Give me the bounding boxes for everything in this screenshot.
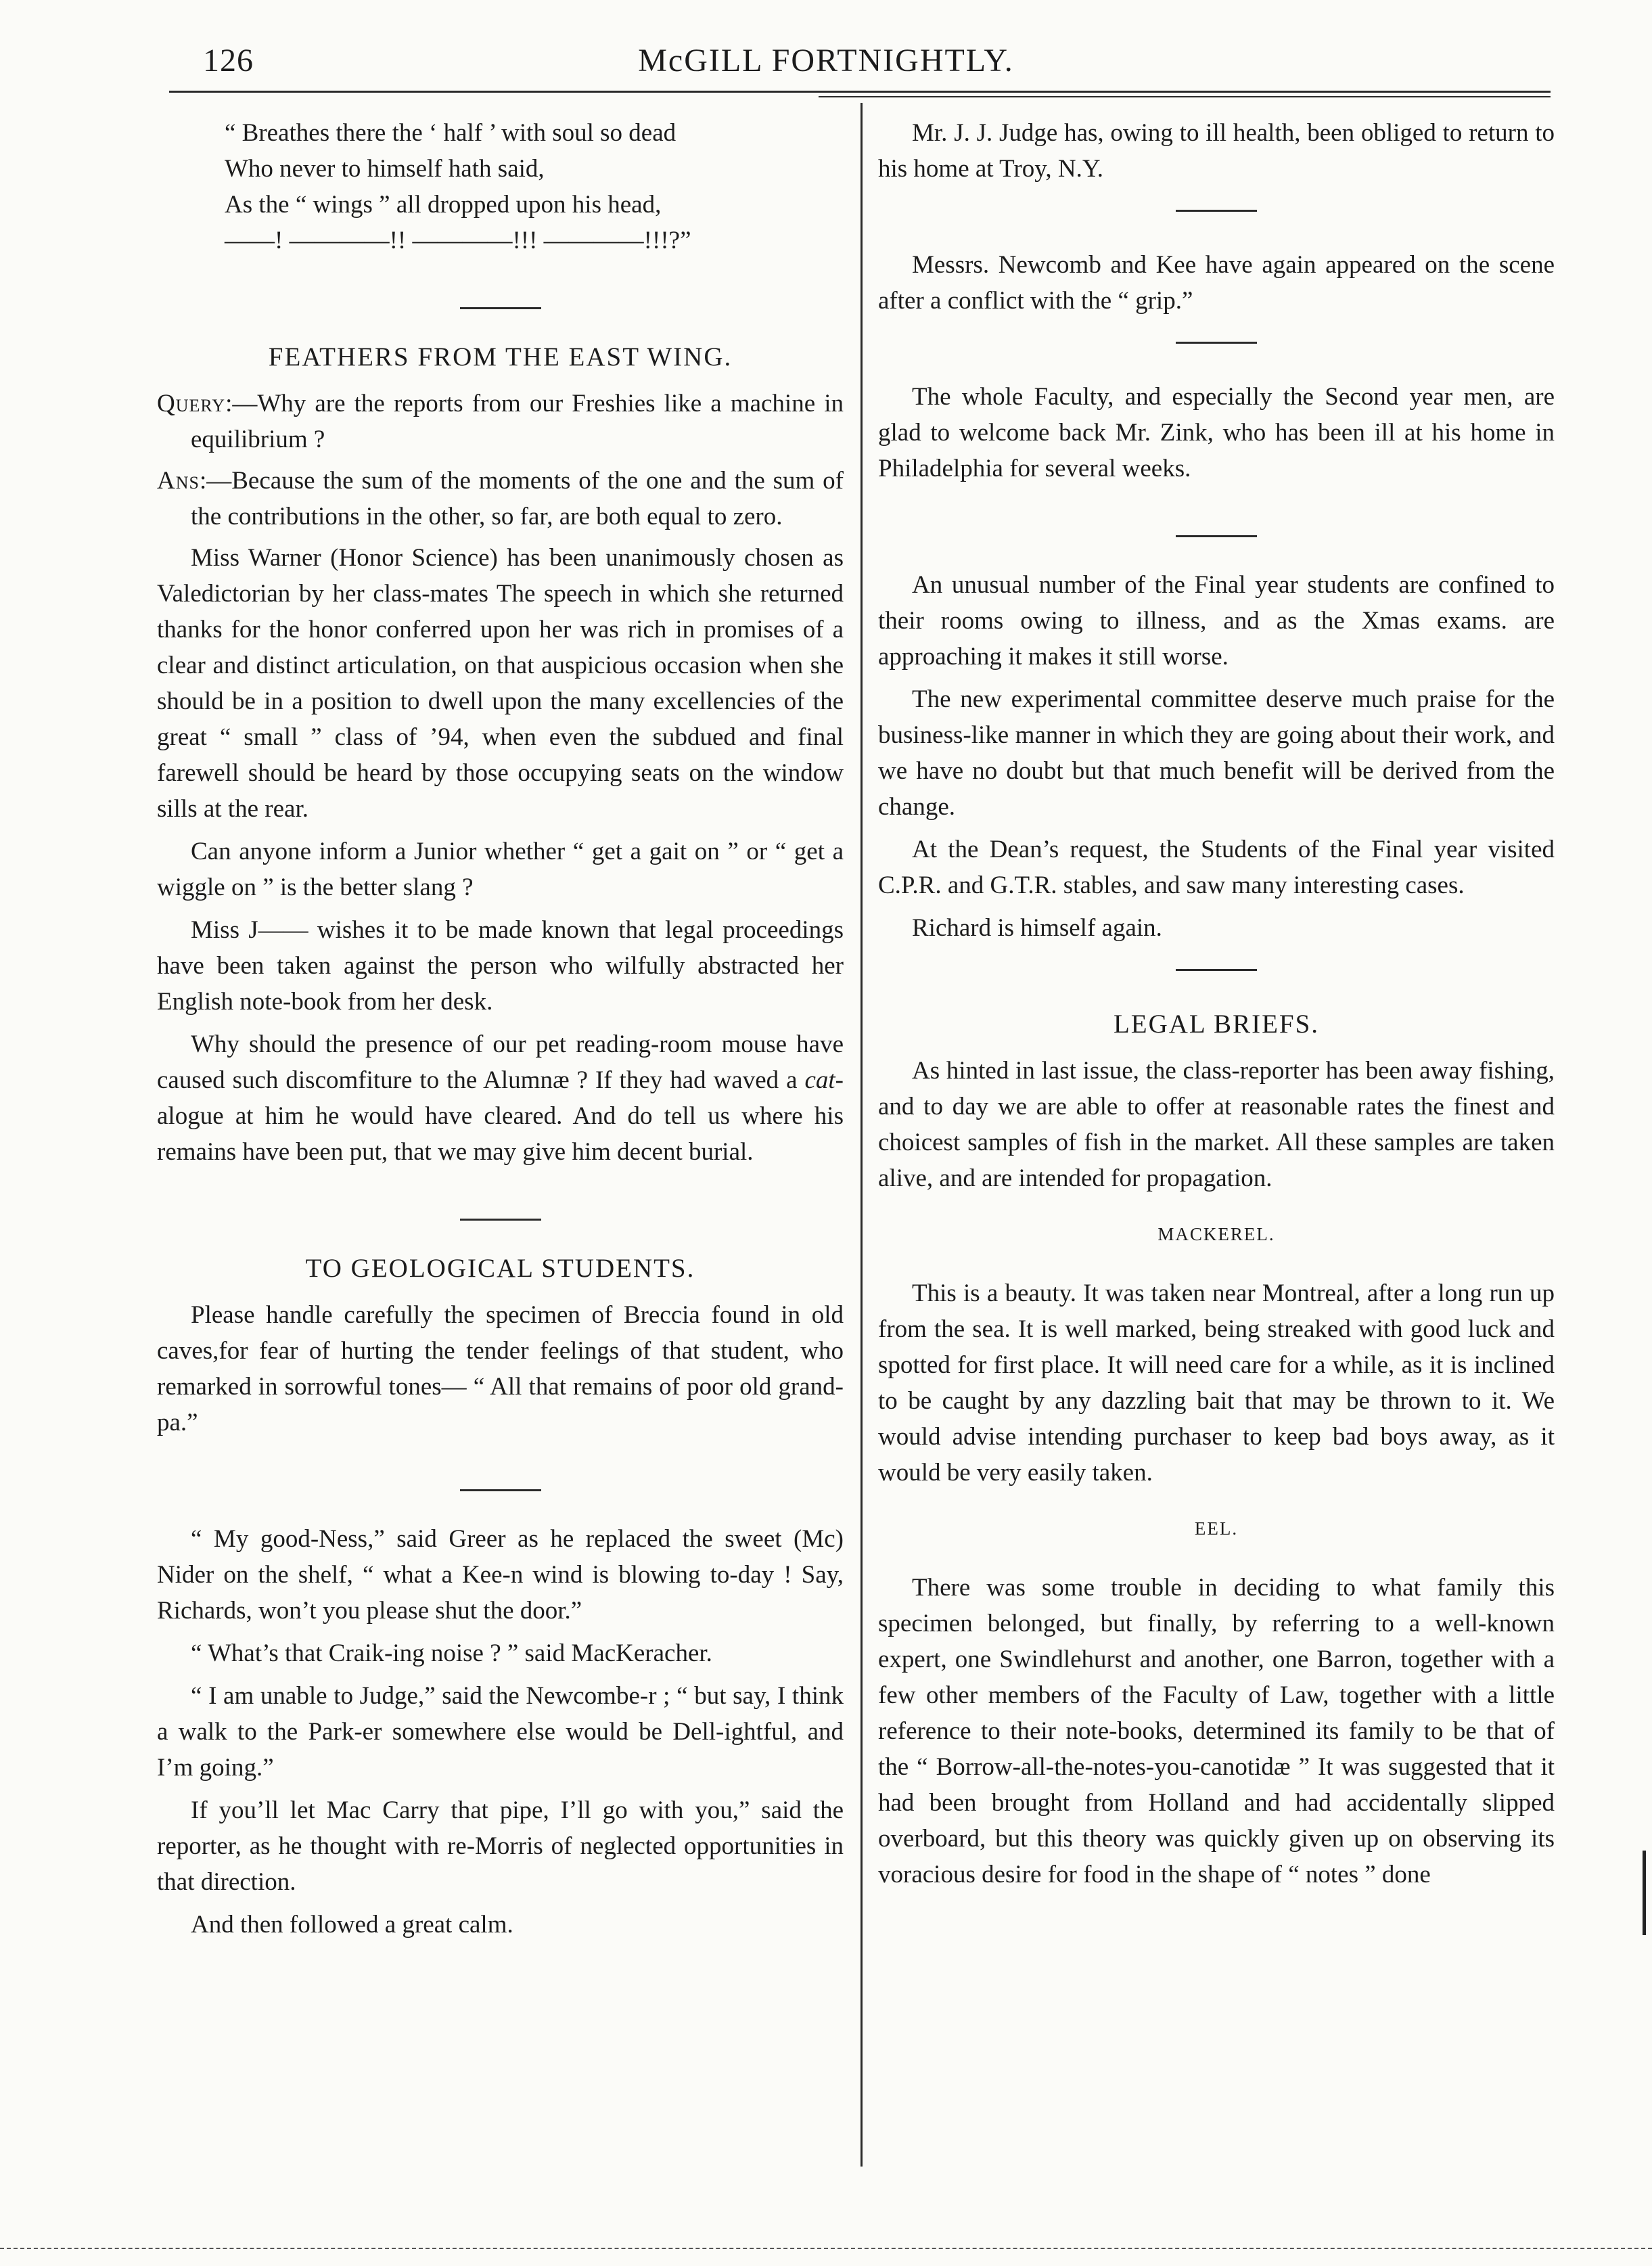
answer-text: :—Because the sum of the moments of the one and the sum of the contributions in the other, so far, are both equal to zero. — [191, 467, 844, 530]
paragraph: Please handle carefully the specimen of Breccia found in old caves,for fear of hurting the tender feelings of that student, who remarked in sorrowful tones— “ All that remains of poor old grand-pa.” — [157, 1301, 844, 1436]
paragraph-text: -alogue at him he would have cleared. And do tell us where his remains have been put, that we may give him decent burial. — [157, 1066, 844, 1166]
paragraph: Can anyone inform a Junior whether “ get a gait on ” or “ get a wiggle on ” is the better slang ? — [157, 838, 844, 901]
poem-stanza — [225, 115, 844, 258]
footer-rule — [0, 2248, 1652, 2249]
section-divider — [1176, 969, 1257, 971]
paragraph: At the Dean’s request, the Students of the Final year visited C.P.R. and G.T.R. stables, and saw many interesting cases. — [878, 836, 1555, 899]
section-heading-legal: LEGAL BRIEFS. — [1113, 1010, 1320, 1039]
paragraph: Miss J—— wishes it to be made known that legal proceedings have been taken against the person who wilfully abstracted her English note-book from her desk. — [157, 916, 844, 1016]
query-paragraph — [157, 386, 844, 457]
section-divider — [460, 1489, 541, 1491]
paragraph: “ I am unable to Judge,” said the Newcombe-r ; “ but say, I think a walk to the Park-er somewhere else would be Dell-ightful, and I’m going.” — [157, 1682, 844, 1782]
query-label: Query — [157, 390, 226, 417]
paragraph — [157, 1026, 844, 1170]
poem-line: Who never to himself hath said, — [225, 155, 545, 183]
paragraph: This is a beauty. It was taken near Montreal, after a long run up from the sea. It is well marked, being streaked with good luck and spotted for first place. It will need care for a while, as it is inclined to be caught by any dazzling bait that may be thrown to it. We would advise intending purchaser to keep bad boys away, as it would be very easily taken. — [878, 1279, 1555, 1487]
query-text: :—Why are the reports from our Freshies like a machine in equilibrium ? — [191, 390, 844, 453]
paragraph: Miss Warner (Honor Science) has been unanimously chosen as Valedictorian by her class-mates The speech in which she returned thanks for the honor conferred upon her was rich in promises of a clear and distinct articulation, on that auspicious occasion when she should be in a position to dwell upon the many excellencies of the great “ small ” class of ’94, when even the subdued and final farewell should be heard by those occupying seats on the window sills at the rear. — [157, 544, 844, 823]
paragraph: An unusual number of the Final year students are confined to their rooms owing to illness, and as the Xmas exams. are approaching it makes it still worse. — [878, 571, 1555, 671]
paragraph: There was some trouble in deciding to what family this specimen belonged, but finally, by referring to a well-known expert, one Swindlehurst and another, one Barron, together with a few other members of the Faculty of Law, together with a little reference to their note-books, determined its family to be that of the “ Borrow-all-the-notes-you-canotidæ ” It was suggested that it had been brought from Holland and had accidentally slipped overboard, but this theory was quickly given up on observing its voracious desire for food in the shape of “ notes ” done — [878, 1574, 1555, 1888]
page-number: 126 — [203, 43, 254, 78]
poem-line: “ Breathes there the ‘ half ’ with soul so dead — [225, 119, 676, 147]
section-heading-feathers: FEATHERS FROM THE EAST WING. — [268, 342, 733, 371]
poem-line: As the “ wings ” all dropped upon his head, — [225, 191, 662, 219]
column-divider — [861, 103, 863, 2167]
answer-paragraph — [157, 463, 844, 535]
poem-line: ——! ————!! ————!!! ————!!!?” — [225, 227, 691, 254]
right-column — [878, 115, 1555, 1899]
paragraph: Messrs. Newcomb and Kee have again appeared on the scene after a conflict with the “ grip.” — [878, 251, 1555, 315]
subheading-eel: EEL. — [1194, 1518, 1239, 1539]
paragraph: “ What’s that Craik-ing noise ? ” said MacKeracher. — [191, 1639, 712, 1667]
paragraph: If you’ll let Mac Carry that pipe, I’ll go with you,” said the reporter, as he thought with re-Morris of neglected opportunities in that direction. — [157, 1796, 844, 1896]
section-divider — [1176, 210, 1257, 212]
paragraph: The whole Faculty, and especially the Second year men, are glad to welcome back Mr. Zink, who has been ill at his home in Philadelphia for several weeks. — [878, 383, 1555, 482]
section-divider — [1176, 342, 1257, 344]
section-heading-geology: TO GEOLOGICAL STUDENTS. — [305, 1254, 695, 1283]
paragraph: Mr. J. J. Judge has, owing to ill health, been obliged to return to his home at Troy, N.Y. — [878, 119, 1555, 183]
paragraph-text: Why should the presence of our pet reading-room mouse have caused such discomfiture to the Alumnæ ? If they had waved a — [157, 1030, 844, 1094]
left-column — [157, 115, 844, 1949]
section-divider — [460, 307, 541, 309]
answer-label: Ans — [157, 467, 200, 495]
section-divider — [1176, 535, 1257, 537]
paragraph: The new experimental committee deserve much praise for the business-like manner in which they are going about their work, and we have no doubt but that much benefit will be derived from the change. — [878, 685, 1555, 821]
margin-mark — [1643, 1851, 1646, 1935]
section-divider — [460, 1219, 541, 1221]
header-rule — [169, 91, 1551, 93]
italic-word: cat — [804, 1066, 835, 1094]
paragraph: Richard is himself again. — [912, 914, 1162, 942]
masthead-title: McGILL FORTNIGHTLY. — [638, 43, 1014, 78]
paragraph: As hinted in last issue, the class-reporter has been away fishing, and to day we are able to offer at reasonable rates the finest and choicest samples of fish in the market. All these samples are taken alive, and are intended for propagation. — [878, 1057, 1555, 1192]
subheading-mackerel: MACKEREL. — [1157, 1224, 1275, 1244]
paragraph: “ My good-Ness,” said Greer as he replaced the sweet (Mc) Nider on the shelf, “ what a Kee-n wind is blowing to-day ! Say, Richards, won’t you please shut the door.” — [157, 1525, 844, 1625]
header-rule-secondary — [819, 96, 1551, 97]
paragraph: And then followed a great calm. — [191, 1911, 513, 1939]
